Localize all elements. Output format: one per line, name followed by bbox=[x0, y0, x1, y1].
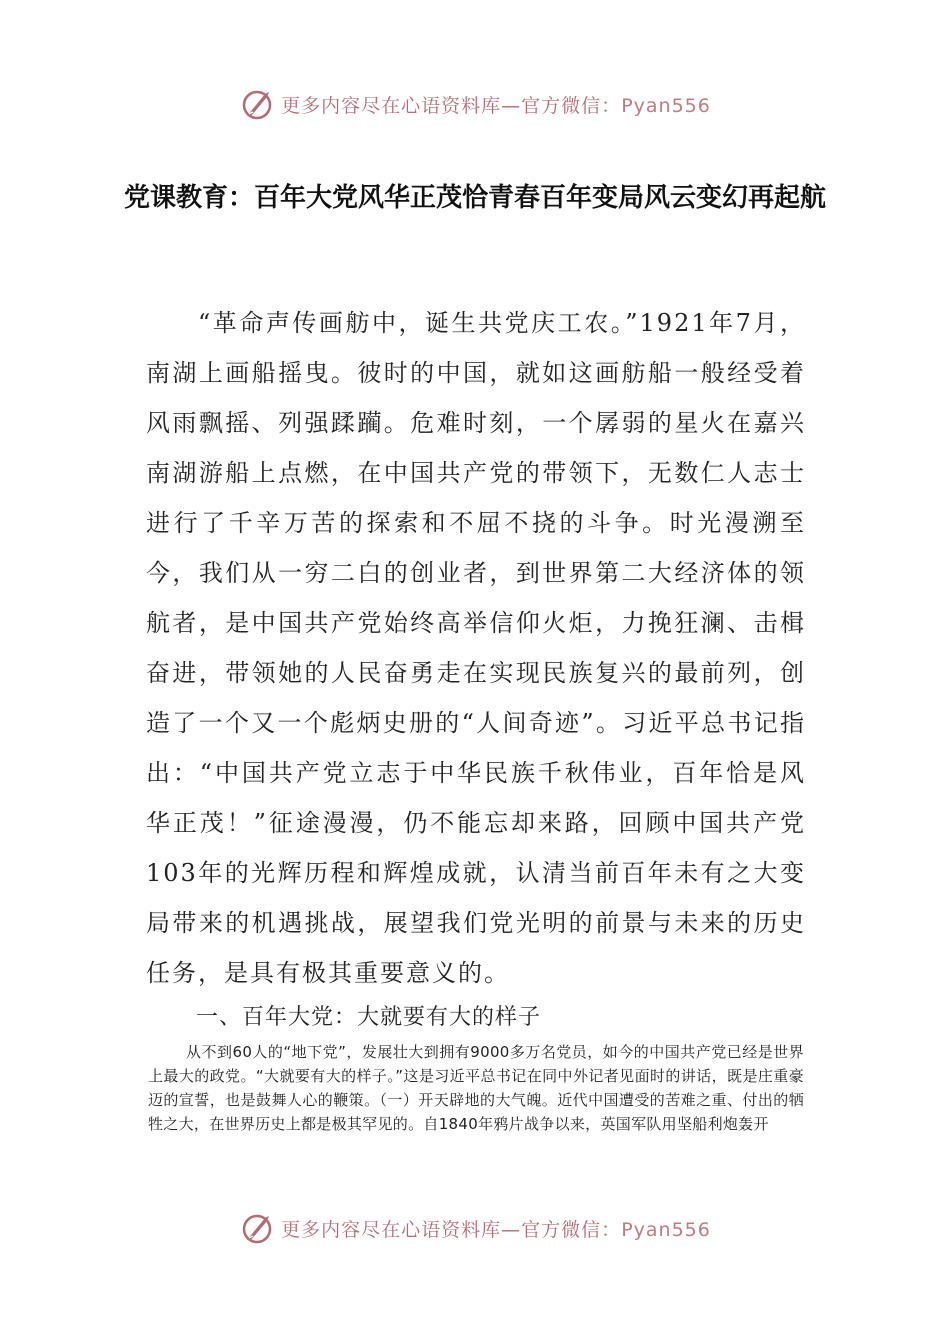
watermark-separator: — bbox=[501, 1218, 522, 1241]
watermark-wechat-id: Pyan556 bbox=[621, 1218, 711, 1241]
header-watermark-banner bbox=[0, 84, 950, 124]
watermark-official: 官方微信： bbox=[521, 94, 622, 117]
footer-watermark-banner bbox=[0, 1208, 950, 1248]
section-heading: 一、百年大党：大就要有大的样子 bbox=[196, 1005, 542, 1030]
watermark-separator: — bbox=[501, 94, 522, 117]
intro-paragraph: “革命声传画舫中，诞生共党庆工农。”1921年7月，南湖上画船摇曳。彼时的中国，就如这画舫船一般经受着风雨飘摇、列强蹂躏。危难时刻，一个孱弱的星火在嘉兴南湖游船上点燃，在中国共产党的带领下，无数仁人志士进行了千辛万苦的探索和不屈不挠的斗争。时光漫溯至今，我们从一穷二白的创业者，到世界第二大经济体的领航者，是中国共产党始终高举信仰火炬，力挽狂澜、击楫奋进，带领她的人民奋勇走在实现民族复兴的最前列，创造了一个又一个彪炳史册的“人间奇迹”。习近平总书记指出：“中国共产党立志于中华民族千秋伟业，百年恰是风华正茂！”征途漫漫，仍不能忘却来路，回顾中国共产党103年的光辉历程和辉煌成就，认清当前百年未有之大变局带来的机遇挑战，展望我们党光明的前景与未来的历史任务，是具有极其重要意义的。 bbox=[146, 309, 806, 987]
document-title: 党课教育：百年大党风华正茂恰青春百年变局风云变幻再起航 bbox=[123, 183, 826, 213]
section-paragraph: 从不到60人的“地下党”，发展壮大到拥有9000多万名党员，如今的中国共产党已经是世界上最大的政党。“大就要有大的样子。”这是习近平总书记在同中外记者见面时的讲话，既是庄重豪迈的宣誓，也是鼓舞人心的鞭策。（一）开天辟地的大气魄。近代中国遭受的苦难之重、付出的牺牲之大，在世界历史上都是极其罕见的。自1840年鸦片战争以来，英国军队用坚船利炮轰开 bbox=[148, 1043, 804, 1133]
watermark-main: 更多内容尽在心语资料库 bbox=[281, 94, 502, 117]
watermark-text bbox=[281, 1215, 711, 1242]
watermark-text bbox=[281, 91, 711, 118]
watermark-official: 官方微信： bbox=[521, 1218, 622, 1241]
watermark-wechat-id: Pyan556 bbox=[621, 94, 711, 117]
quill-pen-logo-icon bbox=[239, 1210, 275, 1246]
quill-pen-logo-icon bbox=[239, 86, 275, 122]
watermark-main: 更多内容尽在心语资料库 bbox=[281, 1218, 502, 1241]
